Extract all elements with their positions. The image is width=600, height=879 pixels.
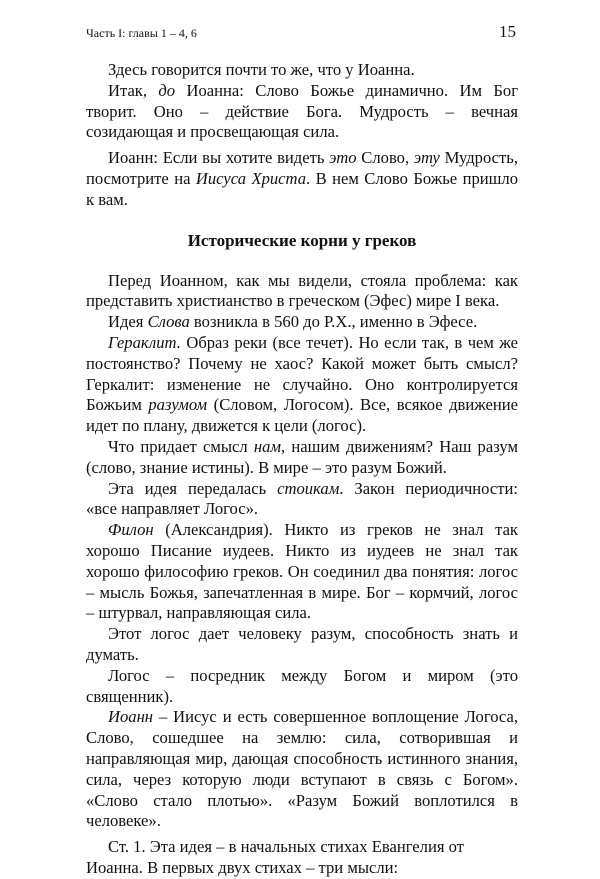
- paragraph: Перед Иоанном, как мы видели, стояла проблема: как представить христианство в греческом (Эфес) мире I века.: [86, 270, 518, 311]
- paragraph: Итак, до Иоанна: Слово Божье динамично. Им Бог творит. Оно – действие Бога. Мудрость – вечная созидающая и просвещающая сила.: [86, 80, 518, 142]
- paragraph: Иоанн: Если вы хотите видеть это Слово, эту Мудрость, посмотрите на Иисуса Христа. В нем Слово Божье пришло к вам.: [86, 148, 519, 209]
- paragraph: Что придает смысл нам, нашим движениям? Наш разум (слово, знание истины). В мире – это разум Божий.: [86, 436, 519, 477]
- chapter-reference: Часть I: главы 1 – 4, 6: [86, 26, 197, 40]
- page-body: [86, 60, 518, 879]
- paragraph: Здесь говорится почти то же, что у Иоанна.: [108, 60, 415, 79]
- paragraph: Ст. 1. Эта идея – в начальных стихах Евангелия от Иоанна. В первых двух стихах – три мысли:: [86, 837, 464, 877]
- paragraph: Эта идея передалась стоикам. Закон периодичности: «все направляет Логос».: [86, 478, 518, 519]
- section-heading: Исторические корни у греков: [187, 230, 417, 250]
- paragraph: Гераклит. Образ реки (все течет). Но если так, в чем же постоянство? Почему не хаос? Какой может быть смысл? Геркалит: изменение не случайно. Оно контролируется Божьим разумом (Словом, Логосом). Все, всякое движение идет по плану, движется к цели (логос).: [86, 332, 518, 436]
- paragraph: Этот логос дает человеку разум, способность знать и думать.: [86, 624, 518, 664]
- running-header: [86, 22, 516, 44]
- paragraph: Идея Слова возникла в 560 до Р.Х., именно в Эфесе.: [108, 312, 478, 332]
- paragraph: Филон (Александрия). Никто из греков не знал так хорошо Писание иудеев. Никто из иудеев не знал так хорошо философию греков. Он соединил два понятия: логос – мысль Божья, запечатленная в мире. Бог – кормчий, логос – штурвал, направляющая сила.: [86, 520, 518, 623]
- paragraph: Иоанн – Иисус и есть совершенное воплощение Логоса, Слово, сошедшее на землю: сила, сотворившая и направляющая мир, дающая способность истинного знания, сила, через которую люди вступают в связь с Богом». «Слово стало плотью». «Разум Божий воплотился в человеке».: [86, 707, 518, 831]
- page-number: 15: [499, 22, 516, 41]
- paragraph: Логос – посредник между Богом и миром (это священник).: [86, 665, 518, 706]
